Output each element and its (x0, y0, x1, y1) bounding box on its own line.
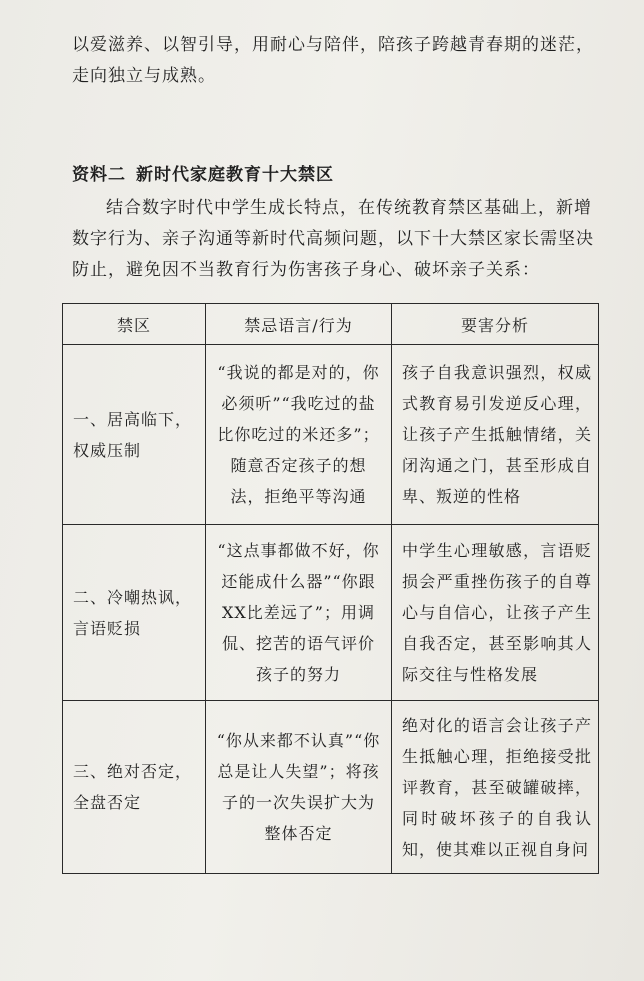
table-row (63, 345, 599, 525)
behavior-cell: “我说的都是对的，你必须听”“我吃过的盐比你吃过的米还多”；随意否定孩子的想法，拒绝平等沟通 (206, 345, 392, 525)
analysis-cell: 绝对化的语言会让孩子产生抵触心理，拒绝接受批评教育，甚至破罐破摔，同时破坏孩子的自我认知，使其难以正视自身问 (392, 701, 599, 874)
section-heading (72, 160, 334, 185)
table-row (63, 525, 599, 701)
zone-cell: 二、冷嘲热讽，言语贬损 (63, 525, 206, 701)
header-behavior: 禁忌语言/行为 (206, 304, 392, 345)
analysis-cell: 中学生心理敏感，言语贬损会严重挫伤孩子的自尊心与自信心，让孩子产生自我否定，甚至影响其人际交往与性格发展 (392, 525, 599, 701)
taboo-table (62, 303, 599, 874)
intro-paragraph: 以爱滋养、以智引导，用耐心与陪伴，陪孩子跨越青春期的迷茫，走向独立与成熟。 (72, 35, 594, 86)
behavior-cell: “这点事都做不好，你还能成什么器”“你跟XX比差远了”；用调侃、挖苦的语气评价孩子的努力 (206, 525, 392, 701)
behavior-cell: “你从来都不认真”“你总是让人失望”；将孩子的一次失误扩大为整体否定 (206, 701, 392, 874)
table-row (63, 701, 599, 874)
header-analysis: 要害分析 (392, 304, 599, 345)
section-label: 资料二 (72, 165, 126, 185)
header-zone: 禁区 (63, 304, 206, 345)
description-paragraph: 结合数字时代中学生成长特点，在传统教育禁区基础上，新增数字行为、亲子沟通等新时代高频问题，以下十大禁区家长需坚决防止，避免因不当教育行为伤害孩子身心、破坏亲子关系： (72, 198, 594, 280)
analysis-cell: 孩子自我意识强烈，权威式教育易引发逆反心理，让孩子产生抵触情绪，关闭沟通之门，甚至形成自卑、叛逆的性格 (392, 345, 599, 525)
zone-cell: 一、居高临下，权威压制 (63, 345, 206, 525)
table-header-row (63, 304, 599, 345)
zone-cell: 三、绝对否定，全盘否定 (63, 701, 206, 874)
section-title: 新时代家庭教育十大禁区 (136, 165, 334, 185)
